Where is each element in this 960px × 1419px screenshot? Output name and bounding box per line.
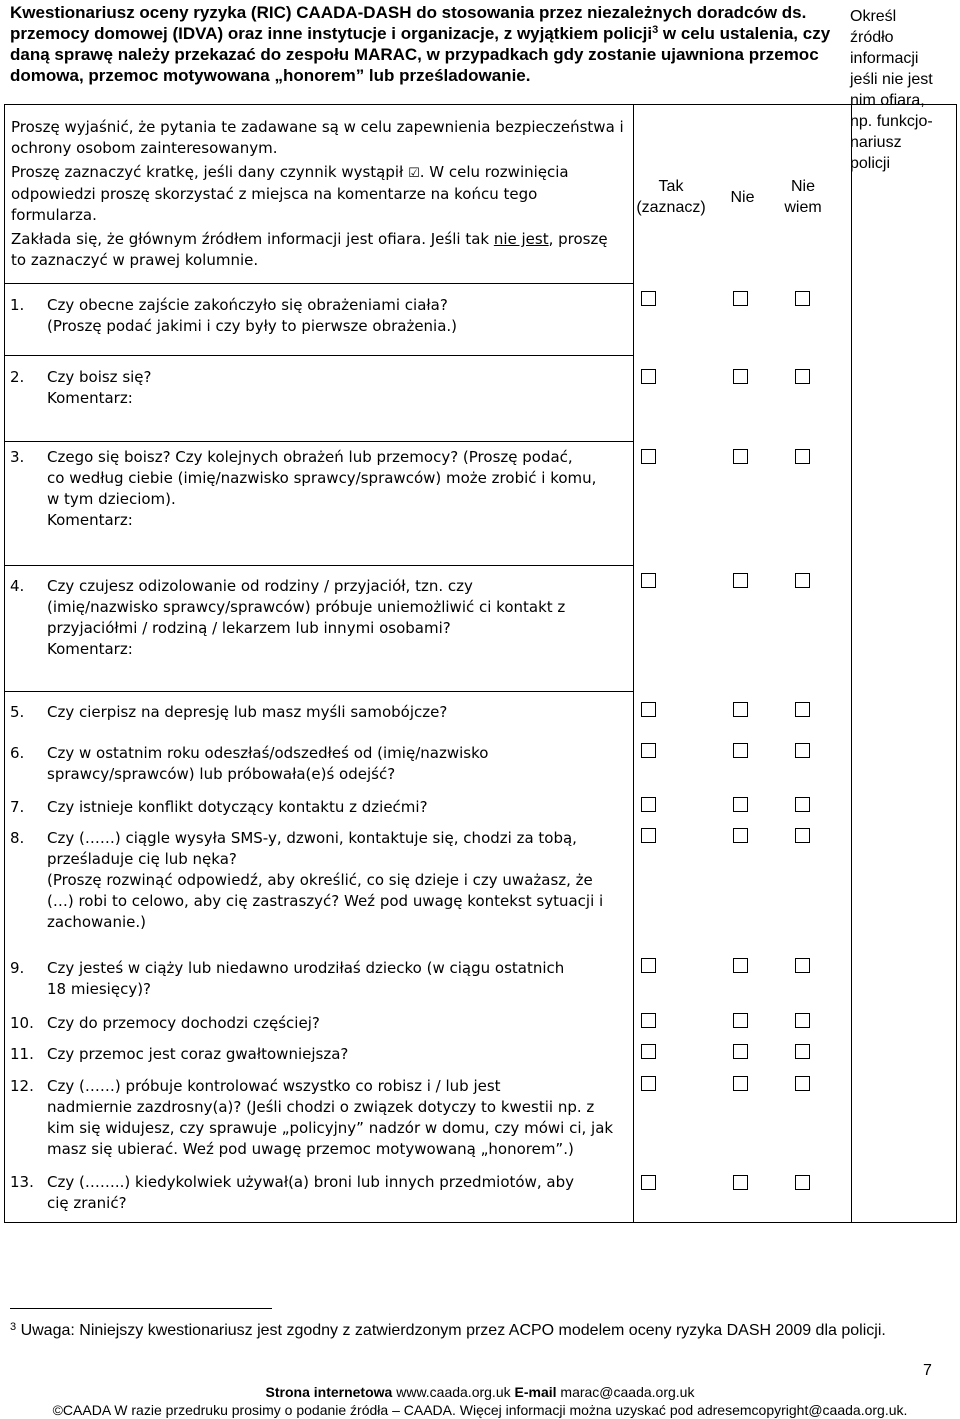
instruction-span: Zakłada się, że głównym źródłem informacji jest ofiara. Jeśli tak xyxy=(11,230,494,248)
column-divider xyxy=(851,105,852,1222)
question-line: Komentarz: xyxy=(47,511,133,529)
question-line: Czy w ostatnim roku odeszłaś/odszedłeś od (imię/nazwisko xyxy=(47,744,489,762)
instruction-span: . W celu rozwinięcia odpowiedzi proszę skorzystać z miejsca na komentarze na końcu tego formularza. xyxy=(11,163,569,224)
title-text: przemocy domowej (IDVA) oraz inne instytucje i organizacje, z wyjątkiem policji xyxy=(10,24,653,43)
question-item xyxy=(10,743,625,785)
question-line: Czy (……) próbuje kontrolować wszystko co robisz i / lub jest xyxy=(47,1077,501,1095)
header-line: nim ofiara, xyxy=(850,92,925,109)
question-text xyxy=(47,1172,625,1214)
question-line: Czy czujesz odizolowanie od rodziny / przyjaciół, tzn. czy xyxy=(47,577,473,595)
header-line: Określ xyxy=(850,8,897,25)
question-line: cię zranić? xyxy=(47,1194,127,1212)
question-line: Czy jesteś w ciąży lub niedawno urodziłaś dziecko (w ciągu ostatnich xyxy=(47,959,565,977)
footnote-ref: 3 xyxy=(652,24,659,36)
question-text xyxy=(47,743,625,785)
question-line: (Proszę podać jakimi i czy były to pierwsze obrażenia.) xyxy=(47,317,458,335)
checkbox-dont-know[interactable] xyxy=(795,743,810,758)
question-number: 3. xyxy=(10,448,25,466)
checkbox-no[interactable] xyxy=(733,1044,748,1059)
column-header-dont-know xyxy=(778,176,828,218)
checkbox-yes[interactable] xyxy=(641,369,656,384)
checkbox-no[interactable] xyxy=(733,743,748,758)
question-number: 13. xyxy=(10,1173,34,1191)
question-line: co według ciebie (imię/nazwisko sprawcy/sprawców) może zrobić i komu, xyxy=(47,469,597,487)
header-line: policji xyxy=(850,155,891,172)
question-text xyxy=(47,1044,625,1065)
column-header-no: Nie xyxy=(730,189,755,206)
question-item xyxy=(10,1172,625,1214)
question-item xyxy=(10,828,625,933)
website-link[interactable]: www.caada.org.uk xyxy=(392,1384,515,1400)
question-number: 8. xyxy=(10,829,25,847)
question-text xyxy=(47,702,625,723)
question-line: Czy obecne zajście zakończyło się obrażeniami ciała? xyxy=(47,296,448,314)
checkbox-no[interactable] xyxy=(733,1076,748,1091)
checkbox-dont-know[interactable] xyxy=(795,291,810,306)
question-line: Czy przemoc jest coraz gwałtowniejsza? xyxy=(47,1045,349,1063)
question-text xyxy=(47,447,625,531)
question-number: 4. xyxy=(10,577,25,595)
checkbox-yes[interactable] xyxy=(641,1013,656,1028)
checkbox-no[interactable] xyxy=(733,1013,748,1028)
checkbox-yes[interactable] xyxy=(641,958,656,973)
header-line: nariusz xyxy=(850,134,902,151)
question-number: 9. xyxy=(10,959,25,977)
question-item xyxy=(10,958,625,1000)
question-number: 12. xyxy=(10,1077,34,1095)
question-line: Czy (……) ciągle wysyła SMS-y, dzwoni, kontaktuje się, chodzi za tobą, xyxy=(47,829,577,847)
checkbox-dont-know[interactable] xyxy=(795,1175,810,1190)
question-line: Czy do przemocy dochodzi częściej? xyxy=(47,1014,320,1032)
checkbox-dont-know[interactable] xyxy=(795,573,810,588)
checkbox-yes[interactable] xyxy=(641,1076,656,1091)
page-number: 7 xyxy=(923,1362,932,1379)
row-divider xyxy=(5,691,633,692)
question-line: 18 miesięcy)? xyxy=(47,980,152,998)
question-item xyxy=(10,447,625,531)
column-header-yes xyxy=(626,176,716,218)
title-line xyxy=(10,23,930,44)
checkbox-yes[interactable] xyxy=(641,743,656,758)
checkbox-dont-know[interactable] xyxy=(795,702,810,717)
checkbox-dont-know[interactable] xyxy=(795,449,810,464)
header-line: Nie xyxy=(790,178,815,195)
header-line: jeśli nie jest xyxy=(850,71,933,88)
checkbox-yes[interactable] xyxy=(641,702,656,717)
question-number: 10. xyxy=(10,1014,34,1032)
document-title xyxy=(10,2,930,86)
footnote-text: Uwaga: Niniejszy kwestionariusz jest zgodny z zatwierdzonym przez ACPO modelem oceny ryzyka DASH 2009 dla policji. xyxy=(16,1322,886,1339)
footer-copyright: ©CAADA W razie przedruku prosimy o podanie źródła – CAADA. Więcej informacji można uzyskać pod adresemcopyright@caada.org.uk. xyxy=(52,1402,908,1418)
instruction-span: , proszę to zaznaczyć w prawej kolumnie. xyxy=(11,230,608,269)
checkbox-dont-know[interactable] xyxy=(795,1013,810,1028)
header-line: źródło xyxy=(850,29,894,46)
instruction-text xyxy=(11,162,626,226)
checkbox-no[interactable] xyxy=(733,797,748,812)
question-line: kim się widujesz, czy sprawuje „policyjny” nadzór w domu, czy mówi ci, jak xyxy=(47,1119,614,1137)
checkbox-no[interactable] xyxy=(733,828,748,843)
question-number: 1. xyxy=(10,296,25,314)
question-line: sprawcy/sprawców) lub próbowała(e)ś odejść? xyxy=(47,765,396,783)
question-line: zachowanie.) xyxy=(47,913,146,931)
footer-contact xyxy=(0,1383,960,1401)
question-line: (…) robi to celowo, aby cię zastraszyć? Weź pod uwagę kontekst sytuacji i xyxy=(47,892,604,910)
question-text xyxy=(47,1013,625,1034)
title-text: w celu ustalenia, czy xyxy=(658,24,831,43)
checkbox-no[interactable] xyxy=(733,573,748,588)
email-link[interactable]: marac@caada.org.uk xyxy=(556,1384,695,1400)
question-line: Czy boisz się? xyxy=(47,368,152,386)
row-divider xyxy=(5,565,633,566)
question-line: nadmiernie zazdrosny(a)? (Jeśli chodzi o związek dotyczy to kwestii np. z xyxy=(47,1098,595,1116)
question-number: 2. xyxy=(10,368,25,386)
question-line: Czy (……..) kiedykolwiek używał(a) broni lub innych przedmiotów, aby xyxy=(47,1173,574,1191)
checkbox-no[interactable] xyxy=(733,291,748,306)
question-line: w tym dzieciom). xyxy=(47,490,176,508)
question-line: Czego się boisz? Czy kolejnych obrażeń lub przemocy? (Proszę podać, xyxy=(47,448,573,466)
email-label: E-mail xyxy=(514,1384,557,1400)
question-item xyxy=(10,797,625,818)
instruction-span: Proszę zaznaczyć kratkę, jeśli dany czynnik wystąpił xyxy=(11,163,409,181)
checkbox-yes[interactable] xyxy=(641,797,656,812)
question-line: Czy cierpisz na depresję lub masz myśli samobójcze? xyxy=(47,703,448,721)
question-line: Czy istnieje konflikt dotyczący kontaktu z dziećmi? xyxy=(47,798,428,816)
column-divider xyxy=(633,105,634,1222)
question-text xyxy=(47,295,625,337)
checked-box-icon: ☑ xyxy=(408,166,420,181)
checkbox-dont-know[interactable] xyxy=(795,958,810,973)
column-header-source xyxy=(850,6,950,174)
question-item xyxy=(10,295,625,337)
instructions xyxy=(11,117,626,274)
question-item xyxy=(10,702,625,723)
instruction-text: Proszę wyjaśnić, że pytania te zadawane są w celu zapewnienia bezpieczeństwa i ochrony osobom zainteresowanym. xyxy=(11,118,624,157)
title-line: domowa, przemoc motywowana „honorem” lub prześladowanie. xyxy=(10,66,531,85)
question-line: przyjaciółmi / rodziną / lekarzem lub innymi osobami? xyxy=(47,619,451,637)
title-line: Kwestionariusz oceny ryzyka (RIC) CAADA-DASH do stosowania przez niezależnych doradców ds. xyxy=(10,3,807,22)
checkbox-dont-know[interactable] xyxy=(795,1076,810,1091)
question-text xyxy=(47,576,625,660)
checkbox-yes[interactable] xyxy=(641,1044,656,1059)
question-number: 6. xyxy=(10,744,25,762)
checkbox-yes[interactable] xyxy=(641,573,656,588)
footnote xyxy=(10,1320,930,1342)
checkbox-dont-know[interactable] xyxy=(795,828,810,843)
header-line: (zaznacz) xyxy=(636,199,706,216)
checkbox-no[interactable] xyxy=(733,958,748,973)
question-item xyxy=(10,1076,625,1160)
question-text xyxy=(47,1076,625,1160)
checkbox-yes[interactable] xyxy=(641,449,656,464)
website-label: Strona internetowa xyxy=(265,1384,393,1400)
instruction-emphasis: nie jest xyxy=(493,230,549,248)
row-divider xyxy=(5,355,633,356)
question-text xyxy=(47,828,625,933)
question-text xyxy=(47,797,625,818)
checkbox-yes[interactable] xyxy=(641,1175,656,1190)
header-line: informacji xyxy=(850,50,919,67)
question-number: 11. xyxy=(10,1045,34,1063)
footnote-separator xyxy=(10,1308,272,1309)
row-divider xyxy=(5,441,633,442)
row-divider xyxy=(5,283,633,284)
question-line: Komentarz: xyxy=(47,389,133,407)
checkbox-yes[interactable] xyxy=(641,828,656,843)
question-text xyxy=(47,958,625,1000)
checkbox-dont-know[interactable] xyxy=(795,797,810,812)
question-item xyxy=(10,1013,625,1034)
question-line: masz się ubierać. Weź pod uwagę przemoc motywowaną „honorem”.) xyxy=(47,1140,574,1158)
question-number: 5. xyxy=(10,703,25,721)
title-line: daną sprawę należy przekazać do zespołu MARAC, w przypadkach gdy zostanie ujawniona przemoc xyxy=(10,45,819,64)
header-line: wiem xyxy=(784,199,822,216)
question-line: prześladuje cię lub nęka? xyxy=(47,850,237,868)
question-line: (Proszę rozwinąć odpowiedź, aby określić, co się dzieje i czy uważasz, że xyxy=(47,871,593,889)
checkbox-no[interactable] xyxy=(733,702,748,717)
checkbox-no[interactable] xyxy=(733,1175,748,1190)
instruction-text xyxy=(11,229,626,271)
question-line: (imię/nazwisko sprawcy/sprawców) próbuje uniemożliwić ci kontakt z xyxy=(47,598,566,616)
footnote-marker: 3 xyxy=(10,1321,17,1333)
question-item xyxy=(10,576,625,660)
question-item xyxy=(10,367,625,409)
header-line: np. funkcjo- xyxy=(850,113,933,130)
checkbox-no[interactable] xyxy=(733,369,748,384)
checkbox-yes[interactable] xyxy=(641,291,656,306)
question-text xyxy=(47,367,625,409)
checkbox-dont-know[interactable] xyxy=(795,369,810,384)
header-line: Tak xyxy=(658,178,684,195)
question-line: Komentarz: xyxy=(47,640,133,658)
question-item xyxy=(10,1044,625,1065)
checkbox-dont-know[interactable] xyxy=(795,1044,810,1059)
question-number: 7. xyxy=(10,798,25,816)
checkbox-no[interactable] xyxy=(733,449,748,464)
